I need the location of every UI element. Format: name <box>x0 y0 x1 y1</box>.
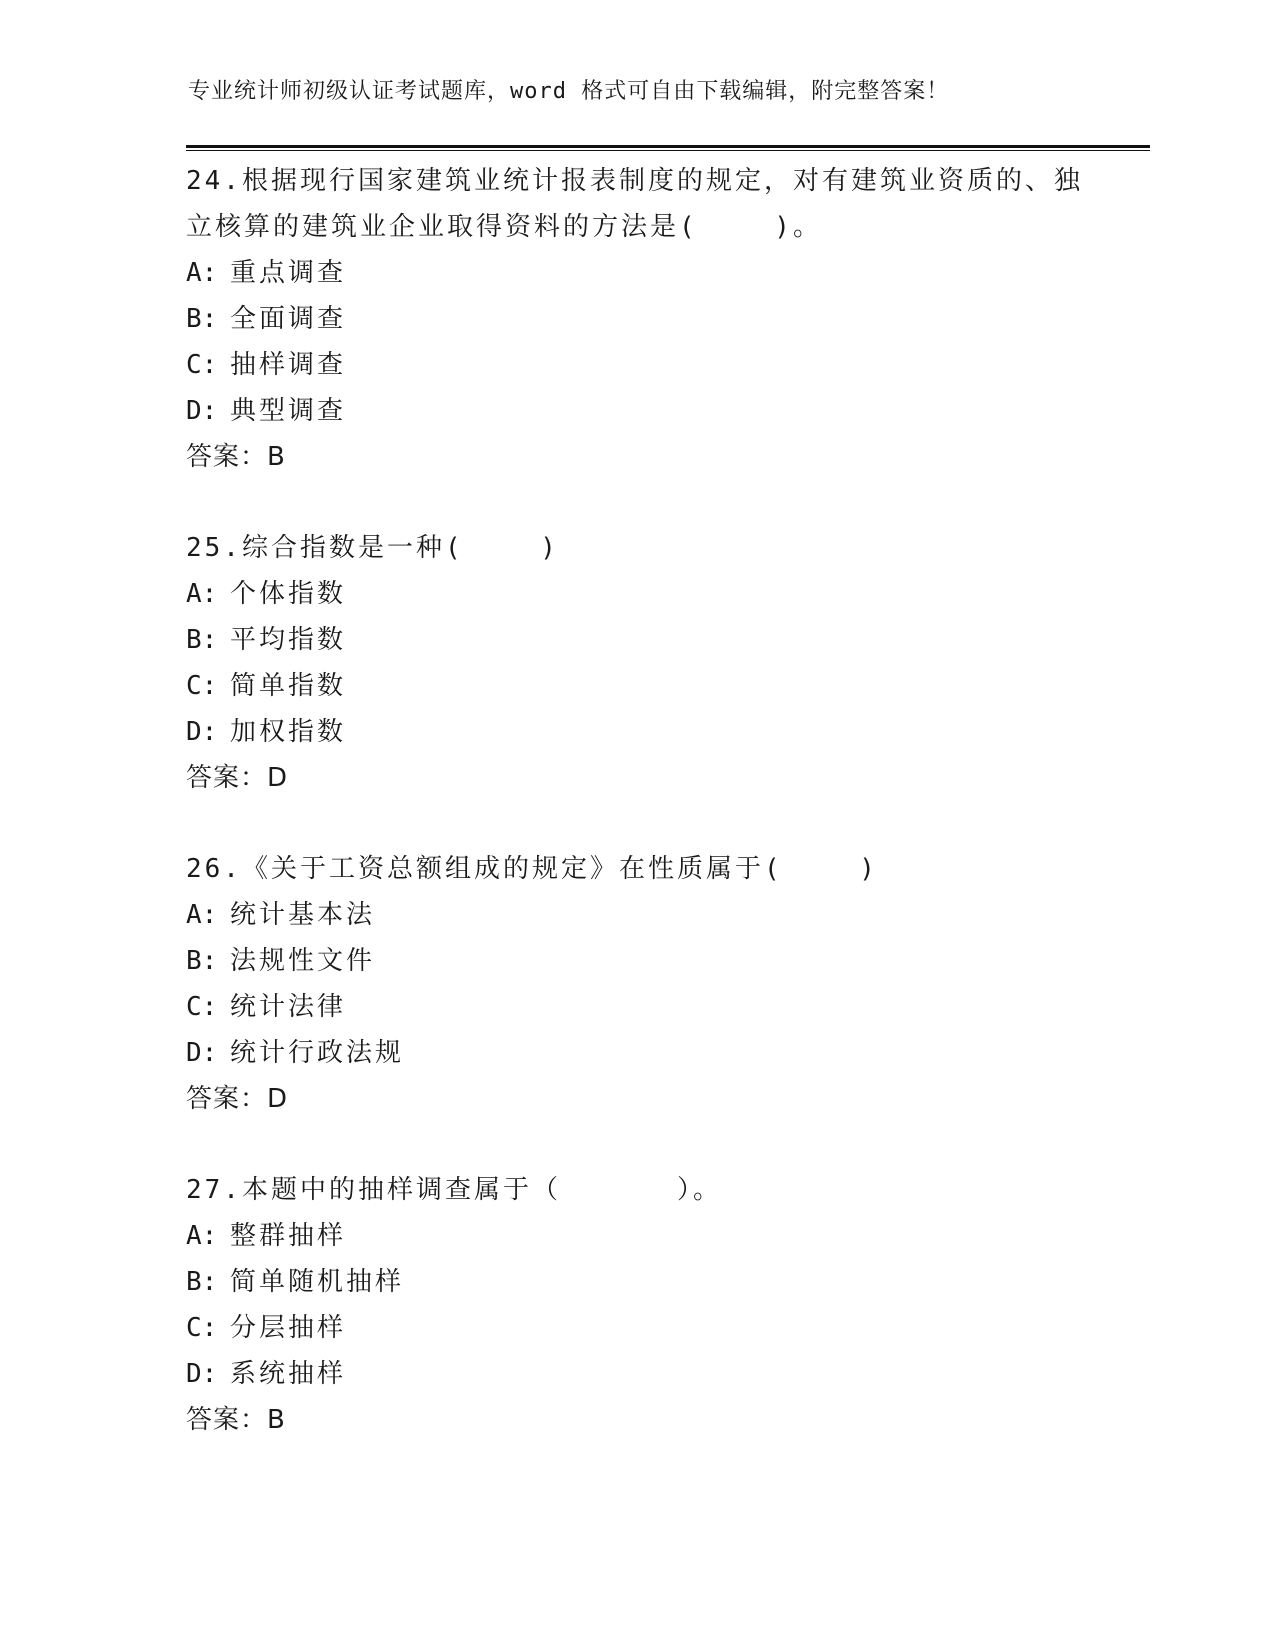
question-stem: 27.本题中的抽样调查属于（ ）。 <box>186 1175 722 1205</box>
page-header: 专业统计师初级认证考试题库，word 格式可自由下载编辑，附完整答案！ <box>188 79 950 104</box>
option-letter: C: <box>186 992 218 1022</box>
option-letter: B: <box>186 304 218 334</box>
option-letter: A: <box>186 258 218 288</box>
option-text: 个体指数 <box>230 579 347 609</box>
option-c <box>186 1305 1086 1351</box>
header-divider-thin <box>186 150 1150 151</box>
question-stem: 25.综合指数是一种( ) <box>186 533 559 563</box>
question-26 <box>186 846 1086 1122</box>
option-letter: A: <box>186 900 218 930</box>
question-27 <box>186 1167 1086 1443</box>
option-text: 平均指数 <box>230 625 347 655</box>
option-b <box>186 617 1086 663</box>
answer-line: 答案：B <box>186 442 286 472</box>
option-text: 系统抽样 <box>230 1359 347 1389</box>
answer-line: 答案：D <box>186 763 289 793</box>
option-letter: D: <box>186 717 218 747</box>
option-letter: D: <box>186 396 218 426</box>
option-d <box>186 1030 1086 1076</box>
option-letter: D: <box>186 1359 218 1389</box>
option-text: 整群抽样 <box>230 1221 347 1251</box>
option-letter: C: <box>186 671 218 701</box>
question-25 <box>186 525 1086 801</box>
option-b <box>186 1259 1086 1305</box>
option-letter: C: <box>186 1313 218 1343</box>
answer-line: 答案：D <box>186 1084 289 1114</box>
answer-line: 答案：B <box>186 1405 286 1435</box>
option-a <box>186 250 1086 296</box>
option-text: 典型调查 <box>230 396 347 426</box>
question-24 <box>186 158 1086 480</box>
option-text: 全面调查 <box>230 304 347 334</box>
question-list <box>186 158 1086 1488</box>
option-letter: B: <box>186 625 218 655</box>
option-letter: A: <box>186 1221 218 1251</box>
option-b <box>186 296 1086 342</box>
option-letter: B: <box>186 1267 218 1297</box>
option-text: 加权指数 <box>230 717 347 747</box>
option-text: 简单指数 <box>230 671 347 701</box>
option-letter: A: <box>186 579 218 609</box>
option-text: 统计法律 <box>230 992 347 1022</box>
option-text: 法规性文件 <box>230 946 376 976</box>
option-b <box>186 938 1086 984</box>
option-letter: B: <box>186 946 218 976</box>
option-d <box>186 709 1086 755</box>
question-stem: 24.根据现行国家建筑业统计报表制度的规定，对有建筑业资质的、独 <box>186 166 1083 196</box>
option-text: 简单随机抽样 <box>230 1267 405 1297</box>
option-c <box>186 984 1086 1030</box>
option-text: 统计行政法规 <box>230 1038 405 1068</box>
option-c <box>186 342 1086 388</box>
option-a <box>186 571 1086 617</box>
option-d <box>186 388 1086 434</box>
option-text: 抽样调查 <box>230 350 347 380</box>
question-stem: 立核算的建筑业企业取得资料的方法是( )。 <box>186 212 822 242</box>
option-text: 统计基本法 <box>230 900 376 930</box>
question-stem: 26.《关于工资总额组成的规定》在性质属于( ) <box>186 854 878 884</box>
option-c <box>186 663 1086 709</box>
option-letter: C: <box>186 350 218 380</box>
option-a <box>186 892 1086 938</box>
option-letter: D: <box>186 1038 218 1068</box>
header-divider-thick <box>186 145 1150 148</box>
option-d <box>186 1351 1086 1397</box>
option-text: 重点调查 <box>230 258 347 288</box>
option-text: 分层抽样 <box>230 1313 347 1343</box>
option-a <box>186 1213 1086 1259</box>
